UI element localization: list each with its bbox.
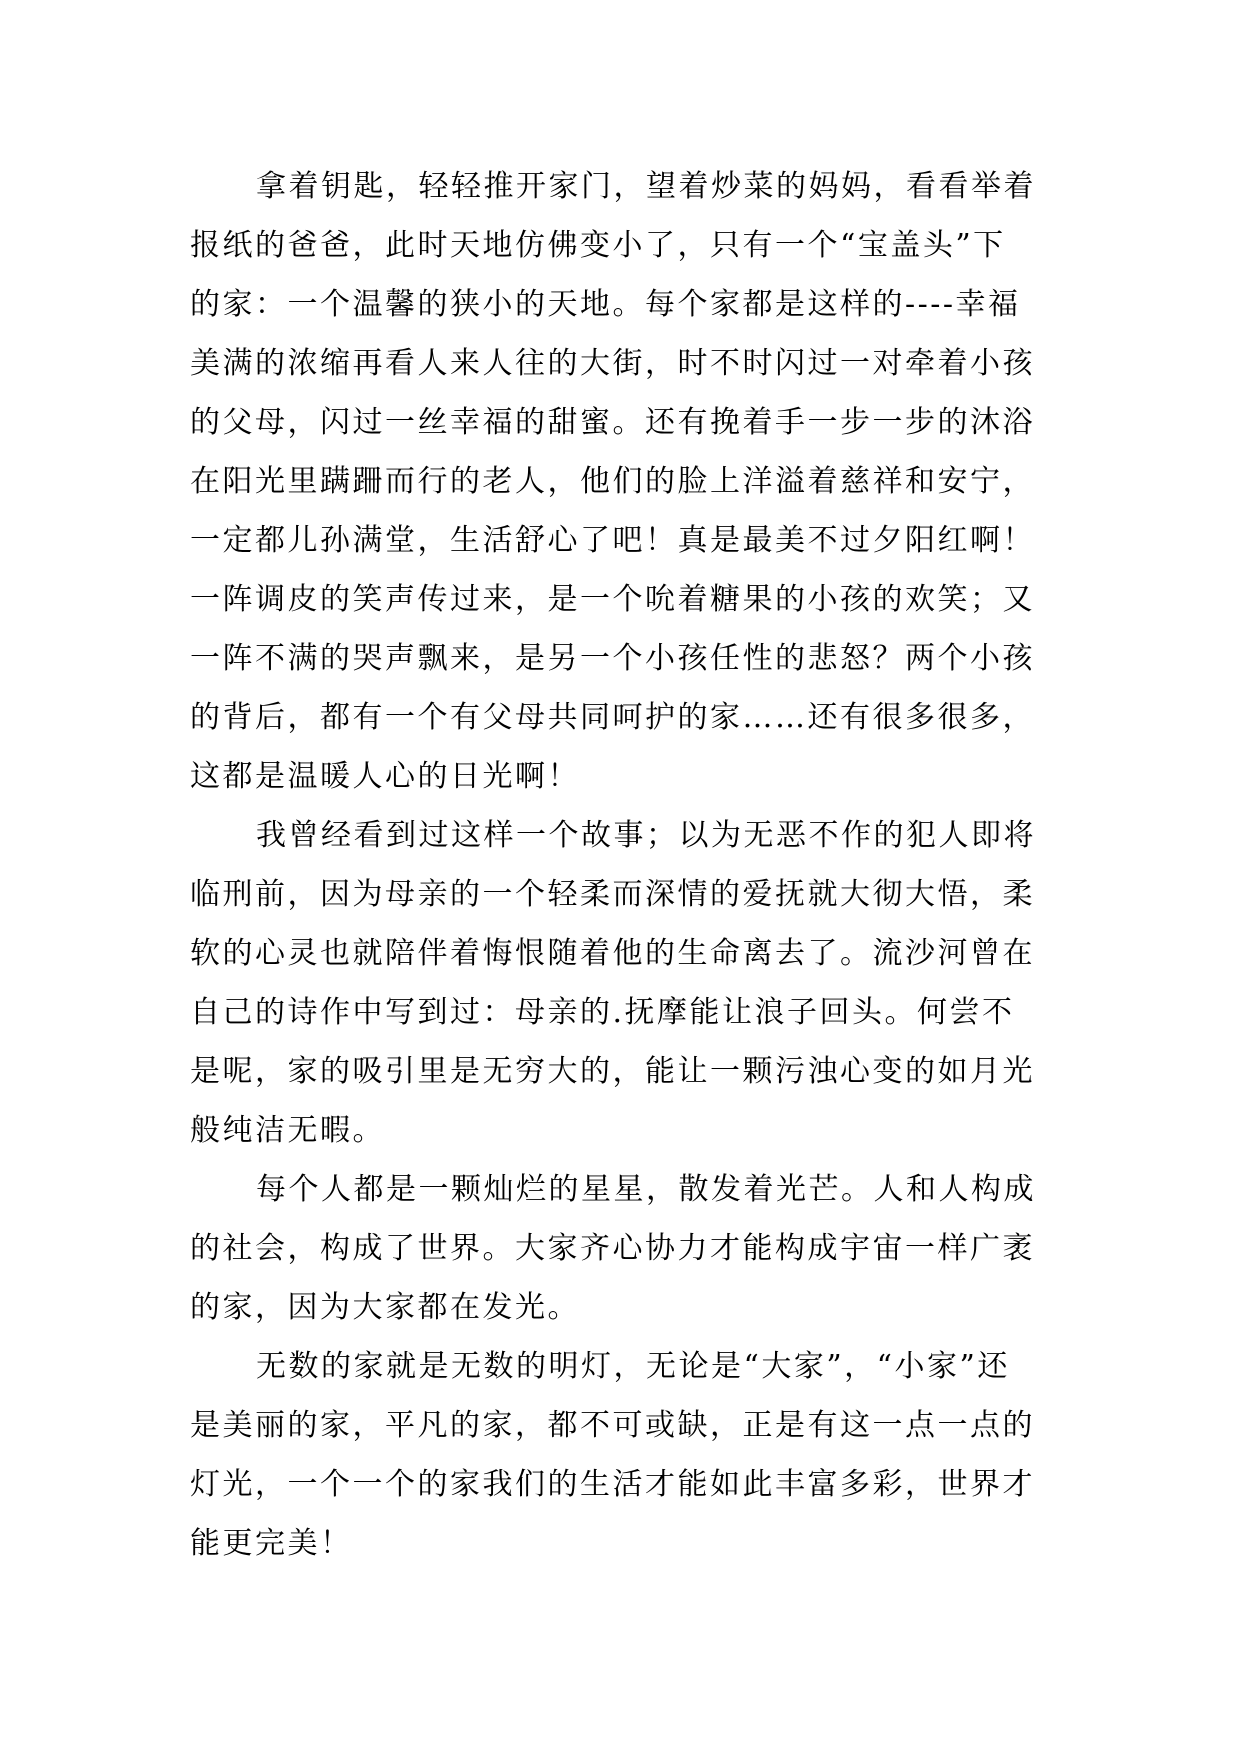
paragraph-4-line-1: 无数的家就是无数的明灯，无论是“大家”，“小家”还 xyxy=(256,1349,1010,1384)
paragraph-2-line-3: 软的心灵也就陪伴着悔恨随着他的生命离去了。流沙河曾在 xyxy=(190,936,1035,971)
paragraph-1-line-2: 报纸的爸爸，此时天地仿佛变小了，只有一个“宝盖头”下 xyxy=(190,228,1006,263)
paragraph-1-line-4: 美满的浓缩再看人来人往的大街，时不时闪过一对牵着小孩 xyxy=(190,346,1035,381)
paragraph-2-line-6: 般纯洁无暇。 xyxy=(190,1113,385,1148)
paragraph-1-line-10: 的背后，都有一个有父母共同呵护的家……还有很多很多， xyxy=(190,700,1035,735)
paragraph-4-line-2: 是美丽的家，平凡的家，都不可或缺，正是有这一点一点的 xyxy=(190,1408,1035,1443)
paragraph-2-line-4: 自己的诗作中写到过：母亲的.抚摩能让浪子回头。何尝不 xyxy=(190,995,1015,1030)
paragraph-1-line-6: 在阳光里蹒跚而行的老人，他们的脸上洋溢着慈祥和安宁， xyxy=(190,464,1035,499)
paragraph-1-line-1: 拿着钥匙，轻轻推开家门，望着炒菜的妈妈，看看举着 xyxy=(256,169,1036,204)
paragraph-1-line-11: 这都是温暖人心的日光啊！ xyxy=(190,759,580,794)
paragraph-2-line-2: 临刑前，因为母亲的一个轻柔而深情的爱抚就大彻大悟，柔 xyxy=(190,877,1035,912)
paragraph-3-line-2: 的社会，构成了世界。大家齐心协力才能构成宇宙一样广袤 xyxy=(190,1231,1035,1266)
paragraph-1-line-5: 的父母，闪过一丝幸福的甜蜜。还有挽着手一步一步的沐浴 xyxy=(190,405,1035,440)
paragraph-1-line-7: 一定都儿孙满堂，生活舒心了吧！真是最美不过夕阳红啊！ xyxy=(190,523,1035,558)
paragraph-1-line-9: 一阵不满的哭声飘来，是另一个小孩任性的悲怒？两个小孩 xyxy=(190,641,1035,676)
paragraph-1-line-3: 的家：一个温馨的狭小的天地。每个家都是这样的----幸福 xyxy=(190,287,1021,322)
paragraph-3-line-3: 的家，因为大家都在发光。 xyxy=(190,1290,580,1325)
paragraph-4-line-4: 能更完美！ xyxy=(190,1526,353,1561)
paragraph-4-line-3: 灯光，一个一个的家我们的生活才能如此丰富多彩，世界才 xyxy=(190,1467,1035,1502)
paragraph-3-line-1: 每个人都是一颗灿烂的星星，散发着光芒。人和人构成 xyxy=(256,1172,1036,1207)
paragraph-2-line-5: 是呢，家的吸引里是无穷大的，能让一颗污浊心变的如月光 xyxy=(190,1054,1035,1089)
paragraph-2-line-1: 我曾经看到过这样一个故事；以为无恶不作的犯人即将 xyxy=(256,818,1036,853)
paragraph-1-line-8: 一阵调皮的笑声传过来，是一个吮着糖果的小孩的欢笑；又 xyxy=(190,582,1035,617)
